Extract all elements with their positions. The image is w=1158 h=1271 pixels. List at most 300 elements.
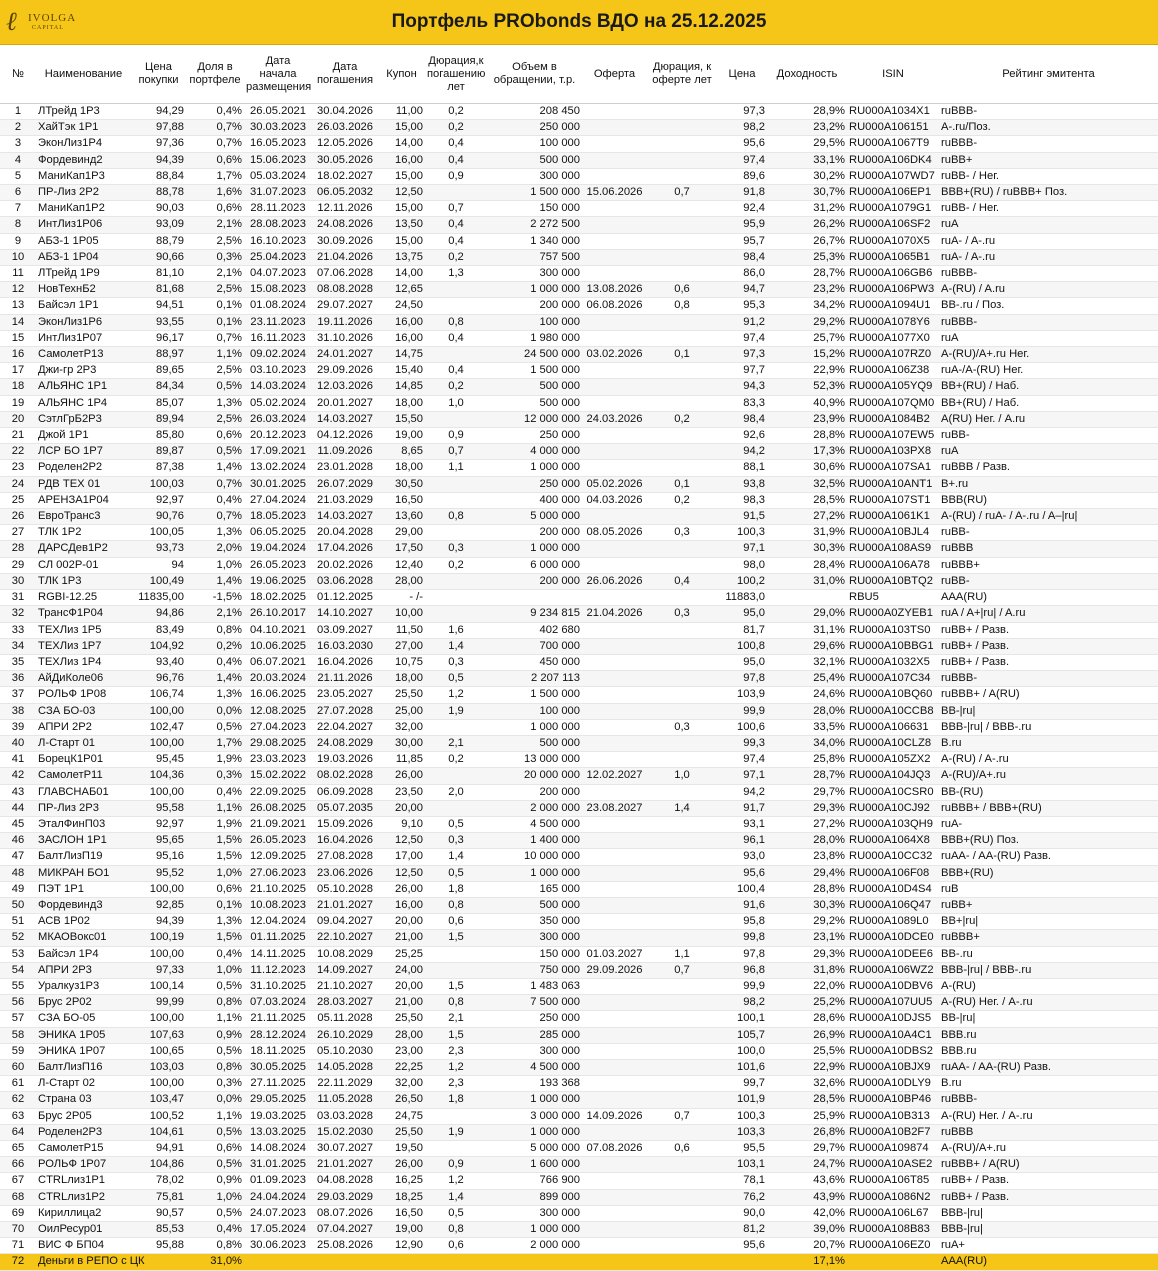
col-duration-offer-cell — [647, 444, 717, 460]
col-duration-maturity-cell — [425, 573, 487, 589]
col-yield-cell: 40,9% — [767, 395, 847, 411]
col-name-cell: ХайТэк 1Р1 — [36, 120, 131, 136]
table-row — [0, 978, 1158, 994]
col-isin-cell: RU000A1094U1 — [847, 298, 939, 314]
col-maturity-date-cell: 19.11.2026 — [312, 314, 378, 330]
table-row — [0, 687, 1158, 703]
col-volume-cell: 100 000 — [487, 136, 582, 152]
col-yield-cell: 28,5% — [767, 492, 847, 508]
col-isin-cell: RU000A106Z38 — [847, 363, 939, 379]
col-name-cell: Л-Старт 02 — [36, 1076, 131, 1092]
col-name-cell: ПР-Лиз 2Р3 — [36, 800, 131, 816]
col-issue-date-cell: 01.11.2025 — [244, 930, 312, 946]
col-duration-maturity-cell — [425, 476, 487, 492]
col-num-cell: 4 — [0, 152, 36, 168]
col-maturity-date-cell: 28.03.2027 — [312, 995, 378, 1011]
col-rating-cell: ruBBB- — [939, 671, 1158, 687]
col-buy-price-cell: 100,00 — [131, 881, 186, 897]
col-yield-cell: 32,5% — [767, 476, 847, 492]
col-volume-cell: 150 000 — [487, 946, 582, 962]
ivolga-logo-mark-icon: ℓ — [6, 7, 17, 36]
col-duration-offer-cell — [647, 897, 717, 913]
col-volume-cell: 208 450 — [487, 104, 582, 120]
col-yield-cell: 29,7% — [767, 1141, 847, 1157]
col-maturity-date-cell: 31.10.2026 — [312, 330, 378, 346]
col-buy-price-cell: 90,76 — [131, 509, 186, 525]
col-share-cell: 0,6% — [186, 1141, 244, 1157]
col-share-cell: 1,4% — [186, 573, 244, 589]
col-buy-price-cell: 89,65 — [131, 363, 186, 379]
col-offer-cell — [582, 233, 647, 249]
col-duration-offer-cell — [647, 638, 717, 654]
col-buy-price-cell: 96,76 — [131, 671, 186, 687]
col-rating-cell: BB-|ru| — [939, 1011, 1158, 1027]
col-offer-cell — [582, 557, 647, 573]
col-share-cell: 0,7% — [186, 476, 244, 492]
col-duration-offer-cell: 0,3 — [647, 606, 717, 622]
col-yield-cell: 33,1% — [767, 152, 847, 168]
col-isin-cell: RU000A10DCE0 — [847, 930, 939, 946]
col-isin-cell: RU000A10DBS2 — [847, 1043, 939, 1059]
col-num-cell: 33 — [0, 622, 36, 638]
col-name-cell: АБЗ-1 1Р05 — [36, 233, 131, 249]
table-row — [0, 330, 1158, 346]
repo-share-cell: 31,0% — [186, 1254, 244, 1270]
table-row — [0, 914, 1158, 930]
col-num-cell: 28 — [0, 541, 36, 557]
col-buy-price-cell: 81,10 — [131, 266, 186, 282]
col-maturity-date-cell: 16.04.2026 — [312, 654, 378, 670]
col-name-cell: БалтЛизП19 — [36, 849, 131, 865]
col-yield-cell: 28,4% — [767, 557, 847, 573]
col-name-cell: СЗА БО-03 — [36, 703, 131, 719]
table-row — [0, 1124, 1158, 1140]
col-maturity-date-cell: 03.09.2027 — [312, 622, 378, 638]
col-buy-price-cell: 95,58 — [131, 800, 186, 816]
col-issue-date-cell: 11.12.2023 — [244, 962, 312, 978]
col-issue-date-cell: 01.08.2024 — [244, 298, 312, 314]
col-rating-header: Рейтинг эмитента — [939, 45, 1158, 104]
col-maturity-date-cell: 21.04.2026 — [312, 249, 378, 265]
col-price-cell: 99,3 — [717, 735, 767, 751]
col-coupon-cell: 24,75 — [378, 1108, 425, 1124]
col-buy-price-cell: 97,36 — [131, 136, 186, 152]
col-yield-cell: 28,7% — [767, 768, 847, 784]
col-duration-offer-cell — [647, 849, 717, 865]
col-issue-date-cell: 13.03.2025 — [244, 1124, 312, 1140]
col-duration-maturity-cell: 0,5 — [425, 865, 487, 881]
col-duration-maturity-cell — [425, 1141, 487, 1157]
table-row — [0, 282, 1158, 298]
col-price-cell: 95,5 — [717, 1141, 767, 1157]
col-price-cell: 95,9 — [717, 217, 767, 233]
table-row — [0, 266, 1158, 282]
col-name-cell: МКАОВокс01 — [36, 930, 131, 946]
col-isin-cell: RBU5 — [847, 590, 939, 606]
col-num-cell: 64 — [0, 1124, 36, 1140]
col-rating-cell: ruA — [939, 444, 1158, 460]
col-duration-maturity-cell: 0,8 — [425, 314, 487, 330]
repo-empty-cell — [717, 1254, 767, 1270]
col-coupon-cell: 18,25 — [378, 1189, 425, 1205]
col-duration-maturity-cell — [425, 282, 487, 298]
col-coupon-cell: 25,00 — [378, 703, 425, 719]
col-num-cell: 45 — [0, 816, 36, 832]
col-share-cell: 1,4% — [186, 671, 244, 687]
col-isin-cell: RU000A10A4C1 — [847, 1027, 939, 1043]
col-yield-cell: 31,9% — [767, 525, 847, 541]
col-buy-price-cell: 97,88 — [131, 120, 186, 136]
col-buy-price-cell: 100,00 — [131, 946, 186, 962]
col-duration-maturity-cell — [425, 962, 487, 978]
col-volume-cell: 200 000 — [487, 525, 582, 541]
table-row — [0, 492, 1158, 508]
col-isin-cell: RU000A10CJ92 — [847, 800, 939, 816]
table-row — [0, 1011, 1158, 1027]
col-maturity-date-header: Дата погашения — [312, 45, 378, 104]
col-offer-cell — [582, 671, 647, 687]
col-duration-maturity-cell: 0,8 — [425, 995, 487, 1011]
col-issue-date-cell: 25.04.2023 — [244, 249, 312, 265]
col-duration-offer-cell — [647, 833, 717, 849]
col-rating-cell: BB-.ru / Поз. — [939, 298, 1158, 314]
col-yield-cell: 28,9% — [767, 104, 847, 120]
col-duration-offer-cell — [647, 120, 717, 136]
table-row — [0, 1141, 1158, 1157]
col-offer-cell — [582, 1124, 647, 1140]
col-isin-cell: RU000A10ANT1 — [847, 476, 939, 492]
col-name-cell: АйДиКоле06 — [36, 671, 131, 687]
col-name-cell: ЭНИКА 1Р05 — [36, 1027, 131, 1043]
col-volume-cell: 300 000 — [487, 168, 582, 184]
col-yield-cell: 28,7% — [767, 266, 847, 282]
col-price-cell: 100,2 — [717, 573, 767, 589]
col-coupon-cell: 14,85 — [378, 379, 425, 395]
col-price-cell: 95,8 — [717, 914, 767, 930]
col-duration-offer-cell — [647, 590, 717, 606]
table-row — [0, 1092, 1158, 1108]
col-name-cell: Роделен2Р2 — [36, 460, 131, 476]
col-maturity-date-cell: 17.04.2026 — [312, 541, 378, 557]
col-coupon-cell: 11,50 — [378, 622, 425, 638]
col-price-cell: 101,6 — [717, 1059, 767, 1075]
col-volume-cell: 1 000 000 — [487, 865, 582, 881]
col-share-cell: 1,1% — [186, 800, 244, 816]
col-yield-cell: 29,3% — [767, 800, 847, 816]
col-buy-price-cell: 78,02 — [131, 1173, 186, 1189]
col-price-cell: 88,1 — [717, 460, 767, 476]
col-buy-price-cell: 103,47 — [131, 1092, 186, 1108]
col-maturity-date-cell: 21.01.2027 — [312, 1157, 378, 1173]
col-buy-price-cell: 93,73 — [131, 541, 186, 557]
repo-empty-cell — [312, 1254, 378, 1270]
col-yield-cell: 29,5% — [767, 136, 847, 152]
table-row — [0, 104, 1158, 120]
table-row — [0, 428, 1158, 444]
col-buy-price-cell: 103,03 — [131, 1059, 186, 1075]
col-yield-cell: 25,4% — [767, 671, 847, 687]
col-duration-maturity-cell — [425, 768, 487, 784]
col-duration-offer-cell — [647, 1124, 717, 1140]
col-price-cell: 91,2 — [717, 314, 767, 330]
col-share-cell: -1,5% — [186, 590, 244, 606]
col-offer-cell — [582, 735, 647, 751]
col-maturity-date-cell: 04.08.2028 — [312, 1173, 378, 1189]
col-volume-cell: 165 000 — [487, 881, 582, 897]
col-buy-price-cell: 83,49 — [131, 622, 186, 638]
col-yield-cell: 43,9% — [767, 1189, 847, 1205]
col-volume-cell: 1 000 000 — [487, 460, 582, 476]
col-yield-header: Доходность — [767, 45, 847, 104]
col-duration-maturity-cell: 0,7 — [425, 201, 487, 217]
col-offer-cell — [582, 168, 647, 184]
col-duration-offer-cell: 0,4 — [647, 573, 717, 589]
col-duration-maturity-cell: 1,2 — [425, 1173, 487, 1189]
col-num-cell: 50 — [0, 897, 36, 913]
col-volume-cell: 4 500 000 — [487, 1059, 582, 1075]
col-rating-cell: ruBBB- — [939, 1092, 1158, 1108]
col-share-cell: 0,5% — [186, 379, 244, 395]
col-coupon-cell: 15,00 — [378, 233, 425, 249]
col-rating-cell: A-(RU) / A-.ru — [939, 752, 1158, 768]
col-isin-cell: RU000A106WZ2 — [847, 962, 939, 978]
col-duration-offer-cell: 0,7 — [647, 962, 717, 978]
col-name-cell: ТЛК 1Р2 — [36, 525, 131, 541]
col-rating-cell: BBB-|ru| — [939, 1222, 1158, 1238]
col-volume-cell: 200 000 — [487, 298, 582, 314]
col-yield-cell: 29,4% — [767, 865, 847, 881]
col-issue-date-cell: 17.09.2021 — [244, 444, 312, 460]
col-coupon-cell: 20,00 — [378, 978, 425, 994]
col-yield-cell: 32,1% — [767, 654, 847, 670]
col-num-cell: 63 — [0, 1108, 36, 1124]
col-rating-cell: BB+(RU) / Наб. — [939, 395, 1158, 411]
col-price-cell: 92,4 — [717, 201, 767, 217]
col-isin-cell: RU000A10CC32 — [847, 849, 939, 865]
col-issue-date-cell: 04.07.2023 — [244, 266, 312, 282]
col-name-cell: МаниКап1Р2 — [36, 201, 131, 217]
col-isin-cell: RU000A106L67 — [847, 1205, 939, 1221]
col-issue-date-cell: 23.03.2023 — [244, 752, 312, 768]
col-volume-cell: 12 000 000 — [487, 411, 582, 427]
col-rating-cell: BB+|ru| — [939, 914, 1158, 930]
col-buy-price-cell: 94,29 — [131, 104, 186, 120]
col-duration-maturity-cell: 1,8 — [425, 1092, 487, 1108]
col-rating-cell: A-(RU) / A.ru — [939, 282, 1158, 298]
col-share-cell: 0,5% — [186, 978, 244, 994]
col-coupon-cell: 20,00 — [378, 800, 425, 816]
col-coupon-cell: 11,85 — [378, 752, 425, 768]
col-name-cell: CTRLлиз1Р1 — [36, 1173, 131, 1189]
col-share-cell: 1,1% — [186, 1011, 244, 1027]
col-offer-cell — [582, 1059, 647, 1075]
col-coupon-cell: 14,00 — [378, 266, 425, 282]
col-price-cell: 98,2 — [717, 120, 767, 136]
col-share-cell: 0,4% — [186, 784, 244, 800]
col-buy-price-cell: 94,86 — [131, 606, 186, 622]
col-duration-offer-cell — [647, 816, 717, 832]
col-duration-maturity-cell: 1,5 — [425, 978, 487, 994]
col-share-cell: 0,5% — [186, 1157, 244, 1173]
col-num-cell: 49 — [0, 881, 36, 897]
col-maturity-date-cell: 30.05.2026 — [312, 152, 378, 168]
col-issue-date-cell: 20.12.2023 — [244, 428, 312, 444]
col-buy-price-cell: 95,65 — [131, 833, 186, 849]
col-name-cell: Брус 2Р05 — [36, 1108, 131, 1124]
table-row — [0, 1222, 1158, 1238]
col-issue-date-cell: 31.10.2025 — [244, 978, 312, 994]
col-price-cell: 96,8 — [717, 962, 767, 978]
col-isin-cell: RU000A106631 — [847, 719, 939, 735]
col-rating-cell: A-.ru/Поз. — [939, 120, 1158, 136]
col-maturity-date-cell: 05.10.2028 — [312, 881, 378, 897]
col-buy-price-cell: 95,52 — [131, 865, 186, 881]
col-buy-price-cell: 94,51 — [131, 298, 186, 314]
col-issue-date-cell: 31.07.2023 — [244, 185, 312, 201]
col-share-cell: 0,5% — [186, 719, 244, 735]
col-num-cell: 43 — [0, 784, 36, 800]
table-row — [0, 1173, 1158, 1189]
col-price-cell: 100,3 — [717, 525, 767, 541]
col-num-cell: 7 — [0, 201, 36, 217]
col-buy-price-cell: 88,84 — [131, 168, 186, 184]
col-maturity-date-cell: 20.02.2026 — [312, 557, 378, 573]
col-isin-cell: RU000A1067T9 — [847, 136, 939, 152]
table-row — [0, 654, 1158, 670]
col-duration-offer-cell: 0,6 — [647, 1141, 717, 1157]
col-offer-cell: 21.04.2026 — [582, 606, 647, 622]
col-coupon-cell: 25,25 — [378, 946, 425, 962]
table-row — [0, 557, 1158, 573]
col-offer-cell — [582, 703, 647, 719]
col-num-cell: 40 — [0, 735, 36, 751]
col-duration-maturity-cell: 0,8 — [425, 509, 487, 525]
col-offer-cell: 07.08.2026 — [582, 1141, 647, 1157]
col-issue-date-cell: 21.10.2025 — [244, 881, 312, 897]
col-name-cell: ПР-Лиз 2Р2 — [36, 185, 131, 201]
col-duration-offer-cell — [647, 1222, 717, 1238]
col-duration-maturity-cell: 0,5 — [425, 671, 487, 687]
col-rating-cell: A-(RU) Нег. / A-.ru — [939, 1108, 1158, 1124]
col-buy-price-cell: 100,52 — [131, 1108, 186, 1124]
col-num-cell: 58 — [0, 1027, 36, 1043]
col-price-cell: 97,3 — [717, 104, 767, 120]
col-coupon-cell: 21,00 — [378, 930, 425, 946]
col-coupon-cell: 19,00 — [378, 428, 425, 444]
col-coupon-cell: 32,00 — [378, 1076, 425, 1092]
col-isin-cell: RU000A1032X5 — [847, 654, 939, 670]
col-share-cell: 0,7% — [186, 330, 244, 346]
col-price-cell: 89,6 — [717, 168, 767, 184]
col-price-cell: 103,1 — [717, 1157, 767, 1173]
col-offer-cell — [582, 995, 647, 1011]
repo-num-cell: 72 — [0, 1254, 36, 1270]
col-price-cell: 91,7 — [717, 800, 767, 816]
col-name-cell: СЛ 002Р-01 — [36, 557, 131, 573]
col-maturity-date-cell: 22.04.2027 — [312, 719, 378, 735]
col-coupon-cell: 12,50 — [378, 865, 425, 881]
col-issue-date-cell: 28.11.2023 — [244, 201, 312, 217]
col-price-cell: 100,8 — [717, 638, 767, 654]
col-duration-maturity-cell — [425, 525, 487, 541]
col-rating-cell: A-(RU)/A+.ru Нег. — [939, 347, 1158, 363]
col-offer-cell — [582, 638, 647, 654]
col-num-cell: 8 — [0, 217, 36, 233]
col-duration-offer-cell: 1,0 — [647, 768, 717, 784]
col-buy-price-cell: 100,65 — [131, 1043, 186, 1059]
col-yield-cell: 28,0% — [767, 703, 847, 719]
col-offer-cell — [582, 622, 647, 638]
col-buy-price-cell: 81,68 — [131, 282, 186, 298]
col-yield-cell: 29,3% — [767, 946, 847, 962]
col-buy-price-cell: 87,38 — [131, 460, 186, 476]
col-price-cell: 97,8 — [717, 946, 767, 962]
table-row — [0, 201, 1158, 217]
col-buy-price-cell: 95,88 — [131, 1238, 186, 1254]
col-coupon-cell: 13,60 — [378, 509, 425, 525]
col-num-cell: 48 — [0, 865, 36, 881]
col-offer-cell — [582, 363, 647, 379]
col-volume-cell: 899 000 — [487, 1189, 582, 1205]
col-maturity-date-cell: 29.03.2029 — [312, 1189, 378, 1205]
table-row — [0, 1027, 1158, 1043]
col-duration-maturity-cell: 0,7 — [425, 444, 487, 460]
col-yield-cell: 23,9% — [767, 411, 847, 427]
col-yield-cell: 31,8% — [767, 962, 847, 978]
col-maturity-date-cell: 19.03.2026 — [312, 752, 378, 768]
table-row — [0, 1108, 1158, 1124]
col-num-cell: 60 — [0, 1059, 36, 1075]
col-rating-cell: ruBBB / Разв. — [939, 460, 1158, 476]
col-issue-date-cell: 18.11.2025 — [244, 1043, 312, 1059]
col-num-cell: 2 — [0, 120, 36, 136]
table-row — [0, 800, 1158, 816]
col-yield-cell: 28,8% — [767, 428, 847, 444]
col-maturity-date-cell: 25.08.2026 — [312, 1238, 378, 1254]
col-rating-cell: ruBB+ / Разв. — [939, 622, 1158, 638]
col-rating-cell: BBB+(RU) Поз. — [939, 833, 1158, 849]
col-share-cell: 0,4% — [186, 946, 244, 962]
col-offer-cell — [582, 930, 647, 946]
col-price-cell: 97,1 — [717, 541, 767, 557]
table-row — [0, 314, 1158, 330]
col-price-cell: 97,3 — [717, 347, 767, 363]
table-row — [0, 298, 1158, 314]
col-price-cell: 101,9 — [717, 1092, 767, 1108]
col-isin-cell: RU000A106151 — [847, 120, 939, 136]
col-yield-cell: 23,1% — [767, 930, 847, 946]
col-maturity-date-cell: 05.07.2035 — [312, 800, 378, 816]
table-row — [0, 217, 1158, 233]
col-share-cell: 1,5% — [186, 930, 244, 946]
col-offer-cell — [582, 897, 647, 913]
col-duration-offer-cell: 1,4 — [647, 800, 717, 816]
col-duration-offer-cell — [647, 881, 717, 897]
col-duration-offer-cell: 1,1 — [647, 946, 717, 962]
col-rating-cell: ruAA- / AA-(RU) Разв. — [939, 849, 1158, 865]
col-isin-cell: RU000A10DEE6 — [847, 946, 939, 962]
col-name-cell: ИнтЛиз1Р07 — [36, 330, 131, 346]
col-isin-cell: RU000A106SF2 — [847, 217, 939, 233]
col-buy-price-cell: 97,33 — [131, 962, 186, 978]
col-price-cell: 95,6 — [717, 1238, 767, 1254]
col-share-cell: 0,5% — [186, 444, 244, 460]
col-maturity-date-cell: 27.07.2028 — [312, 703, 378, 719]
col-name-cell: СэтлГрБ2Р3 — [36, 411, 131, 427]
col-issue-date-cell: 18.05.2023 — [244, 509, 312, 525]
col-rating-cell: BBB-|ru| — [939, 1205, 1158, 1221]
col-num-cell: 23 — [0, 460, 36, 476]
